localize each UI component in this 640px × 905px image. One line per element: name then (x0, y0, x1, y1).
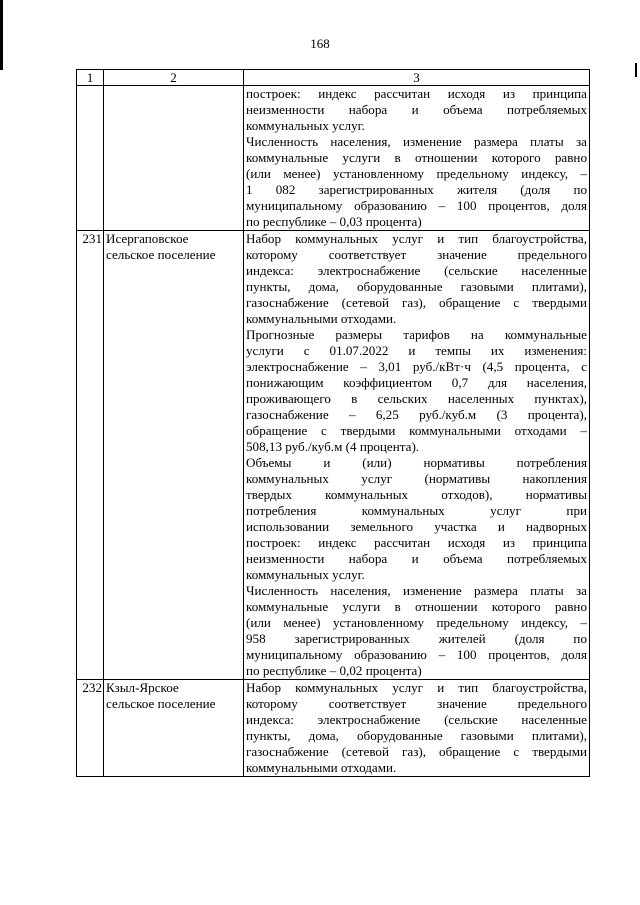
description-line: проживающего в сельских населенных пунктах), (246, 391, 587, 406)
description-line: муниципальному образованию – 100 процентов, доля (246, 647, 587, 662)
description-line: построек: индекс рассчитан исходя из принципа (246, 535, 587, 550)
table-header-row (77, 70, 590, 86)
header-col-3: 3 (244, 70, 590, 86)
description-line: 508,13 руб./куб.м (4 процента). (246, 439, 420, 454)
table-body (77, 86, 590, 777)
description-line: (или менее) установленному предельному индексу, – (246, 166, 587, 181)
settlement-name-line: сельское поселение (106, 247, 216, 262)
description-line: Прогнозные размеры тарифов на коммунальные (246, 327, 587, 342)
description-line: электроснабжение – 3,01 руб./кВт·ч (4,5 процента, с (246, 359, 587, 374)
description-line: пункты, дома, оборудованные газовыми плитами), (246, 279, 587, 294)
description-line: Численность населения, изменение размера платы за (246, 134, 587, 149)
description-line: потребления коммунальных услуг при (246, 503, 587, 518)
description-line: газоснабжение (сетевой газ), обращение с твердыми (246, 744, 587, 759)
header-col-2: 2 (104, 70, 244, 86)
description-line: коммунальные услуги в отношении которого равно (246, 150, 587, 165)
description-line: коммунальными отходами. (246, 760, 397, 775)
description-cell (244, 86, 590, 231)
description-line: Объемы и (или) нормативы потребления (246, 455, 587, 470)
description-line: газоснабжение (сетевой газ), обращение с твердыми (246, 295, 587, 310)
description-line: коммунальных услуг. (246, 567, 365, 582)
description-line: использовании земельного участка и надворных (246, 519, 587, 534)
row-number: 231 (77, 231, 104, 680)
right-margin-mark (635, 63, 637, 77)
settlement-name-line: Кзыл-Ярское (106, 680, 179, 695)
settlement-name-line: сельское поселение (106, 696, 216, 711)
description-line: неизменности набора и объема потребляемых (246, 551, 587, 566)
description-line: муниципальному образованию – 100 процентов, доля (246, 198, 587, 213)
description-line: по республике – 0,03 процента) (246, 214, 422, 229)
settlement-name (104, 86, 244, 231)
settlement-name (104, 231, 244, 680)
description-line: услуги с 01.07.2022 и темпы их изменения: (246, 343, 587, 358)
table-row (77, 86, 590, 231)
description-line: пункты, дома, оборудованные газовыми плитами), (246, 728, 587, 743)
description-line: Набор коммунальных услуг и тип благоустройства, (246, 680, 587, 695)
description-line: твердых коммунальных отходов), нормативы (246, 487, 587, 502)
description-line: Численность населения, изменение размера платы за (246, 583, 587, 598)
description-line: 1 082 зарегистрированных жителя (доля по (246, 182, 587, 197)
description-line: Набор коммунальных услуг и тип благоустройства, (246, 231, 587, 246)
description-line: (или менее) установленному предельному индексу, – (246, 615, 587, 630)
description-line: неизменности набора и объема потребляемых (246, 102, 587, 117)
row-number (77, 86, 104, 231)
description-line: индекса: электроснабжение (сельские населенные (246, 712, 587, 727)
description-line: газоснабжение – 6,25 руб./куб.м (3 процента), (246, 407, 587, 422)
left-margin-mark (0, 0, 3, 70)
page-number: 168 (310, 36, 330, 51)
settlement-name-line: Исергаповское (106, 231, 189, 246)
description-line: обращение с твердыми коммунальными отходами – (246, 423, 587, 438)
tariff-table (76, 69, 590, 777)
description-line: которому соответствует значение предельного (246, 696, 587, 711)
description-line: коммунальными отходами. (246, 311, 397, 326)
header-col-1: 1 (77, 70, 104, 86)
description-line: которому соответствует значение предельного (246, 247, 587, 262)
table-row (77, 231, 590, 680)
description-line: индекса: электроснабжение (сельские населенные (246, 263, 587, 278)
description-line: построек: индекс рассчитан исходя из принципа (246, 86, 587, 101)
description-line: коммунальных услуг (нормативы накопления (246, 471, 587, 486)
description-line: 958 зарегистрированных жителей (доля по (246, 631, 587, 646)
description-line: понижающим коэффициентом 0,7 для населения, (246, 375, 587, 390)
description-line: коммунальные услуги в отношении которого равно (246, 599, 587, 614)
settlement-name (104, 680, 244, 777)
description-cell (244, 680, 590, 777)
table-row (77, 680, 590, 777)
description-line: коммунальных услуг. (246, 118, 365, 133)
row-number: 232 (77, 680, 104, 777)
description-cell (244, 231, 590, 680)
description-line: по республике – 0,02 процента) (246, 663, 422, 678)
